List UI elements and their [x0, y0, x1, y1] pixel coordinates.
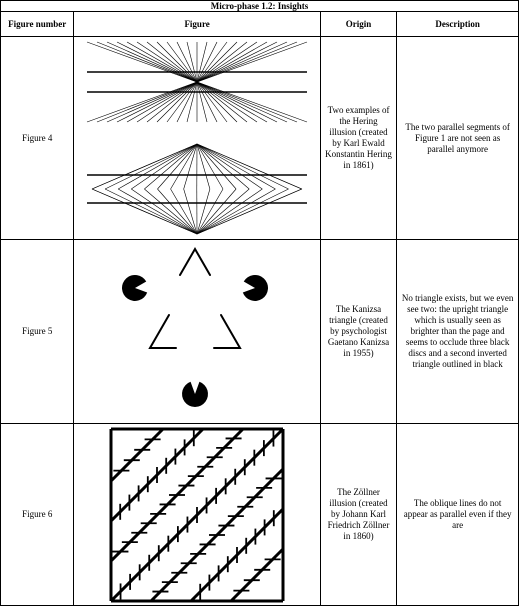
header-description: Description [397, 12, 519, 37]
description-cell: No triangle exists, but we even see two: the upright triangle which is usually seen as brighter than the page and seems to occlude three black discs and a second inverted triangle outlined in black [397, 240, 519, 424]
converging-line [197, 144, 249, 189]
header-figure-number: Figure number [1, 12, 74, 37]
converging-line [197, 189, 262, 234]
converging-line [197, 189, 302, 234]
description-cell: The oblique lines do not appear as parallel even if they are [397, 424, 519, 606]
converging-line [197, 189, 275, 234]
pacman-disc [182, 381, 208, 406]
hering-illusion-figure [82, 39, 312, 237]
converging-line [197, 189, 289, 234]
converging-line [145, 189, 198, 234]
table-caption: Micro-phase 1.2: Insights [1, 1, 519, 12]
converging-line [158, 189, 198, 234]
figure-cell [74, 240, 320, 424]
converging-line [197, 144, 236, 189]
table-row [1, 424, 519, 606]
converging-line [92, 189, 197, 234]
converging-line [105, 189, 197, 234]
converging-line [197, 189, 249, 234]
converging-line [131, 189, 197, 234]
oblique-line [111, 429, 163, 481]
converging-line [197, 144, 262, 189]
figure-number-cell: Figure 4 [1, 37, 74, 240]
origin-cell: The Kanizsa triangle (created by psychologist Gaetano Kanizsa in 1955) [320, 240, 396, 424]
converging-line [197, 189, 236, 234]
header-origin: Origin [320, 12, 396, 37]
converging-line [145, 144, 198, 189]
origin-cell: The Zöllner illusion (created by Johann Karl Friedrich Zöllner in 1860) [320, 424, 396, 606]
table-row [1, 37, 519, 240]
converging-line [197, 144, 223, 189]
converging-line [197, 144, 289, 189]
converging-line [131, 144, 197, 189]
converging-line [197, 189, 223, 234]
converging-line [197, 189, 210, 234]
figure-number-cell: Figure 5 [1, 240, 74, 424]
converging-line [118, 189, 197, 234]
figure-cell [74, 37, 320, 240]
converging-line [92, 144, 197, 189]
origin-cell: Two examples of the Hering illusion (created by Karl Ewald Konstantin Hering in 1861) [320, 37, 396, 240]
converging-line [105, 144, 197, 189]
converging-line [158, 144, 198, 189]
converging-line [118, 144, 197, 189]
zollner-illusion-figure [109, 427, 285, 603]
figure-number-cell: Figure 6 [1, 424, 74, 606]
description-cell: The two parallel segments of Figure 1 are not seen as parallel anymore [397, 37, 519, 240]
outlined-triangle-segments [150, 249, 240, 348]
converging-line [197, 144, 210, 189]
kanizsa-triangle-figure [97, 242, 297, 422]
table-row [1, 240, 519, 424]
converging-line [197, 144, 302, 189]
oblique-line [231, 549, 283, 601]
figure-cell [74, 424, 320, 606]
pacman-disc [122, 274, 147, 300]
header-figure: Figure [74, 12, 320, 37]
converging-line [197, 144, 275, 189]
pacman-disc [243, 274, 268, 300]
